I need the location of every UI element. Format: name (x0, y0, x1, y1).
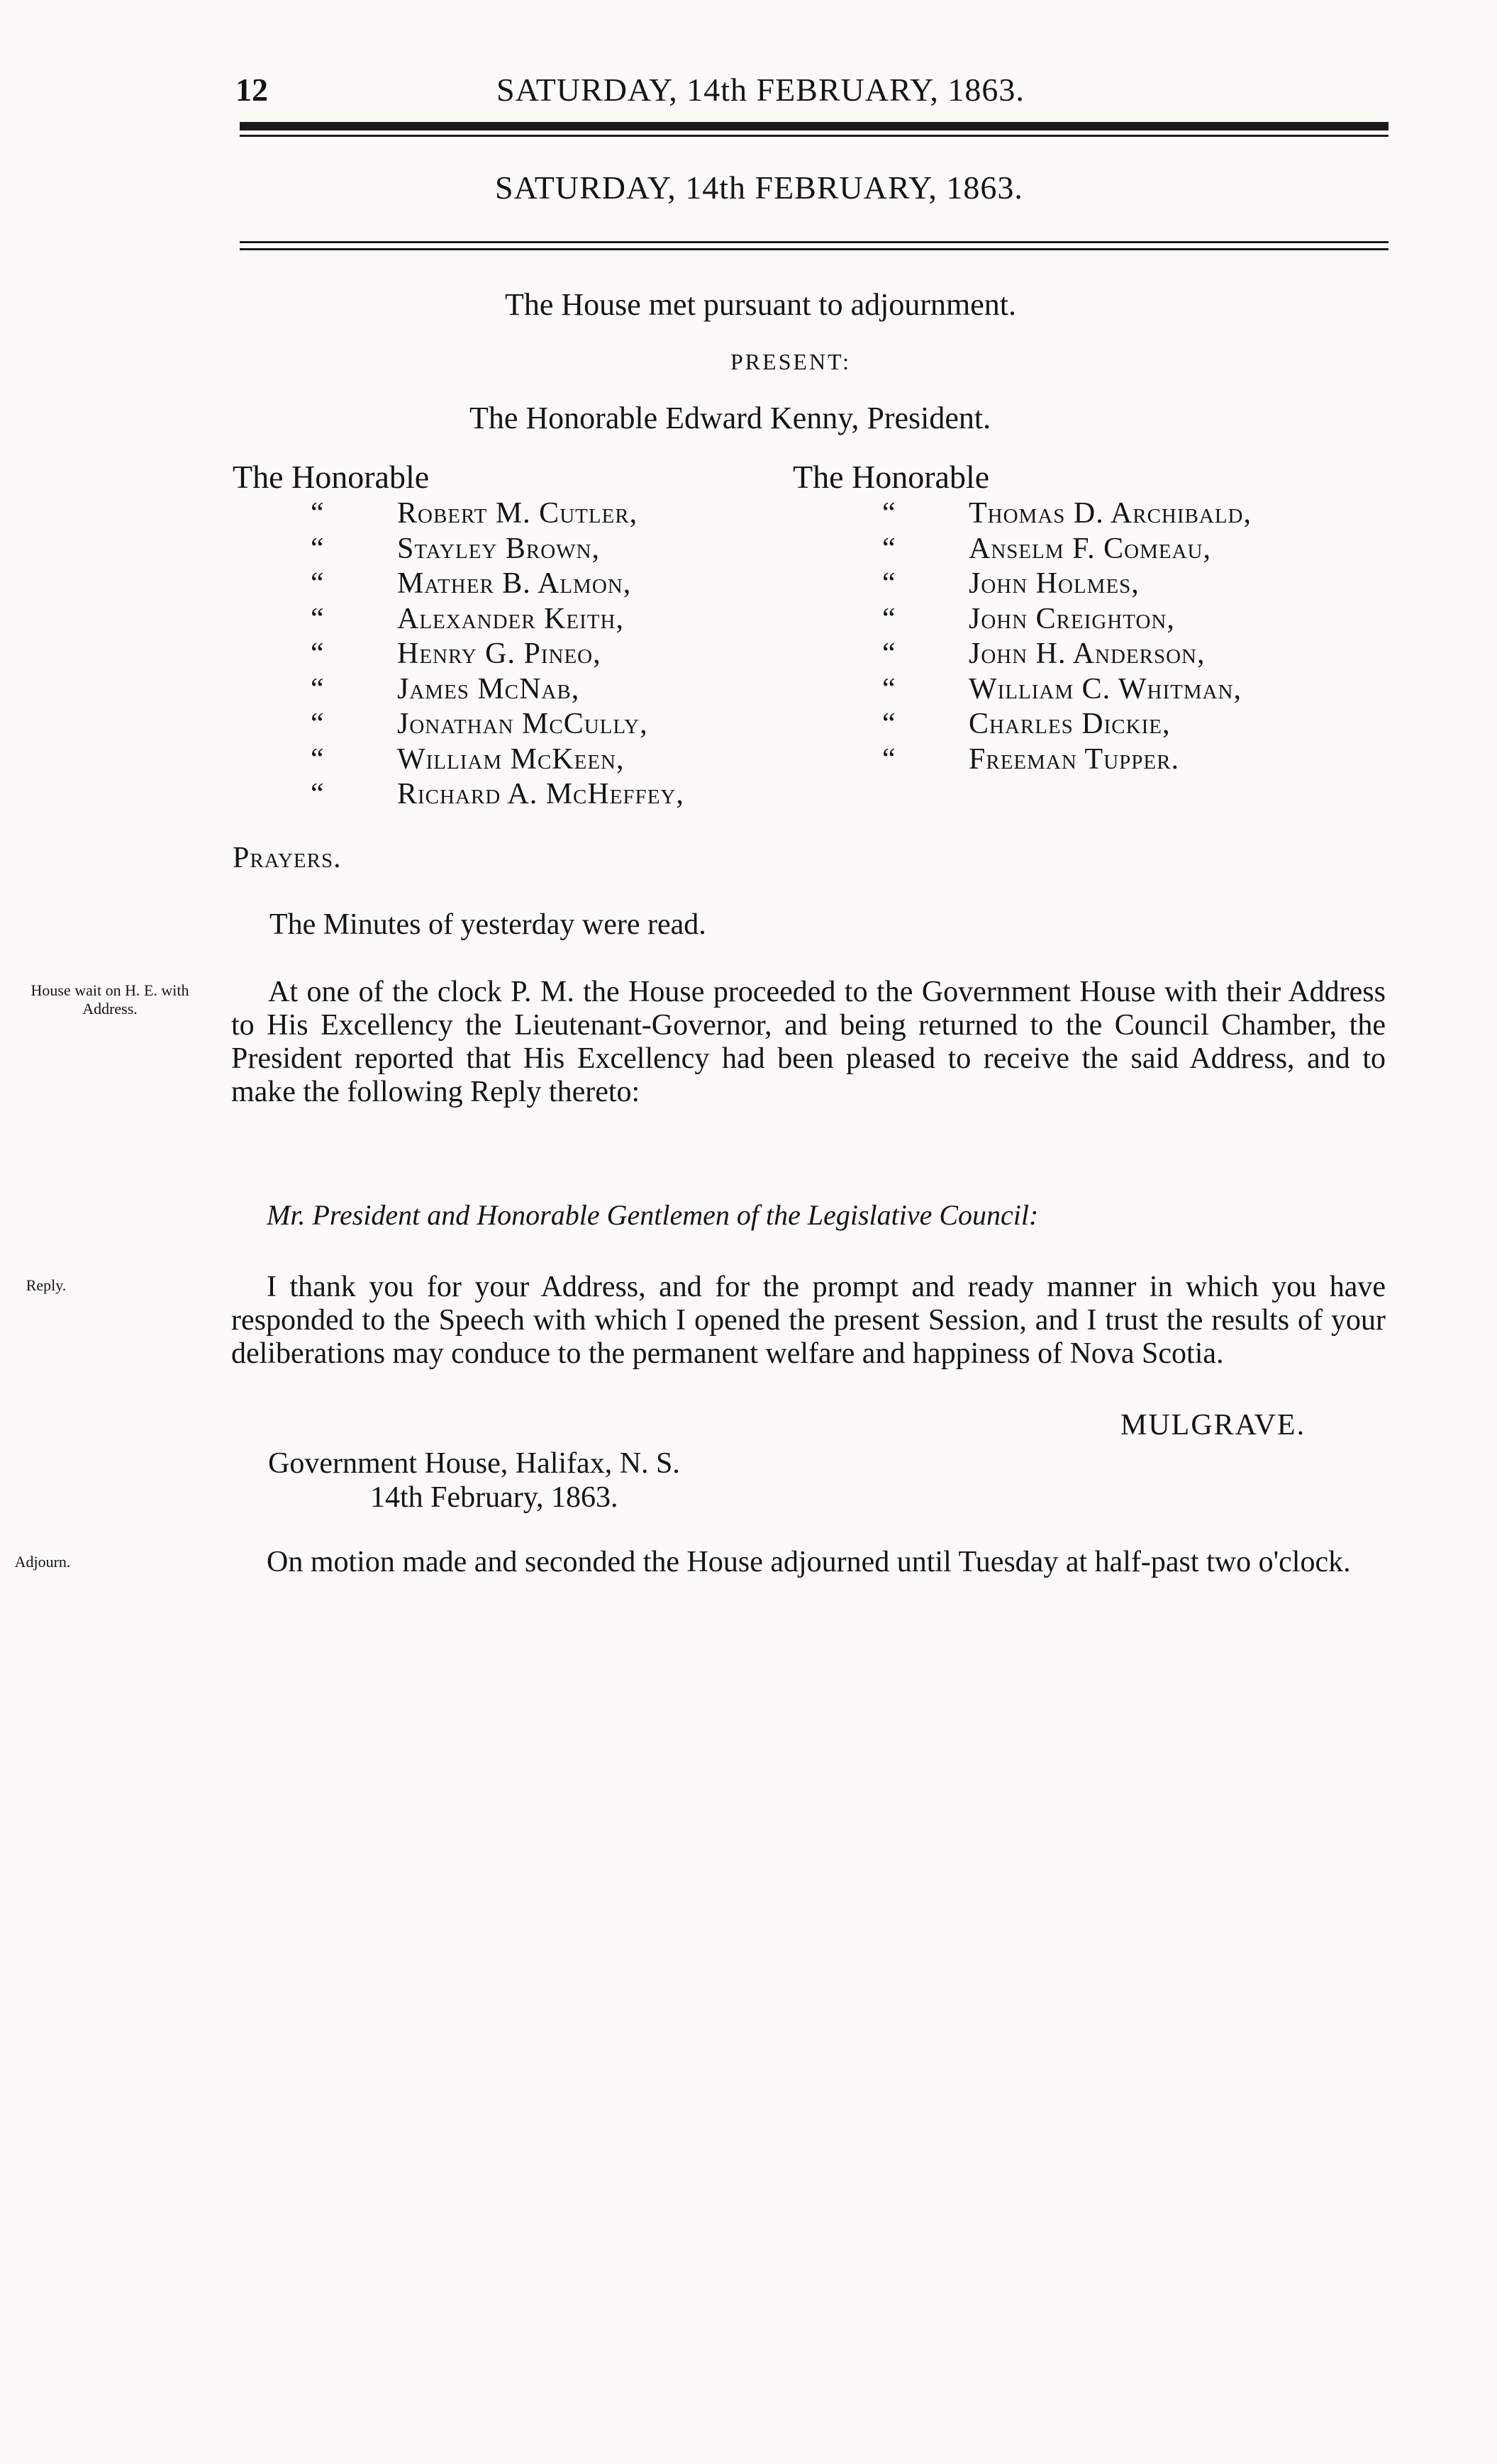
member-name (882, 567, 1252, 602)
member-name-text: Mather B. Almon, (397, 567, 632, 600)
ditto-mark: “ (882, 637, 896, 670)
ditto-mark: “ (882, 708, 896, 740)
ditto-mark: “ (882, 532, 896, 565)
member-name-text: Jonathan McCully, (397, 708, 648, 740)
right-column-heading: The Honorable (793, 459, 990, 495)
prayers-heading: Prayers. (233, 842, 342, 874)
member-name-text: Thomas D. Archibald, (969, 497, 1252, 530)
member-name (882, 602, 1252, 637)
president-line (469, 400, 991, 436)
running-header: SATURDAY, 14th FEBRUARY, 1863. (496, 72, 1025, 108)
member-name-text: Alexander Keith, (397, 602, 624, 635)
left-members-list (311, 496, 684, 813)
reply-place: Government House, Halifax, N. S. (268, 1447, 680, 1480)
header-rule-thick (240, 122, 1389, 130)
member-name-text: John Holmes, (969, 567, 1140, 600)
member-name-text: Anselm F. Comeau, (969, 532, 1211, 565)
member-name-text: Charles Dickie, (969, 708, 1171, 740)
ditto-mark: “ (311, 497, 325, 530)
member-name (311, 777, 684, 813)
member-name-text: William C. Whitman, (969, 672, 1242, 706)
ditto-mark: “ (311, 672, 325, 706)
member-name (882, 672, 1252, 708)
member-name (311, 567, 684, 602)
ditto-mark: “ (882, 602, 896, 635)
member-name (882, 532, 1252, 567)
opening-line: The House met pursuant to adjournment. (505, 287, 1016, 322)
ditto-mark: “ (311, 637, 325, 670)
present-label: PRESENT: (730, 349, 851, 374)
ditto-mark: “ (882, 497, 896, 530)
right-members-list (882, 496, 1252, 777)
date-rule-bottom (240, 248, 1389, 250)
member-name-text: Richard A. McHeffey, (397, 778, 684, 810)
member-name-text: William McKeen, (397, 742, 625, 776)
member-name (882, 637, 1252, 672)
margin-note-adjourn: Adjourn. (14, 1553, 71, 1571)
member-name (882, 496, 1252, 532)
header-rule-thin (240, 135, 1389, 137)
reply-salutation: Mr. President and Honorable Gentlemen of the Legislative Council: (267, 1199, 1039, 1231)
ditto-mark: “ (311, 602, 325, 635)
margin-note-reply: Reply. (26, 1276, 67, 1294)
ditto-mark: “ (311, 778, 325, 810)
page-number: 12 (235, 72, 268, 108)
member-name (311, 532, 684, 567)
member-name (311, 496, 684, 532)
reply-date: 14th February, 1863. (370, 1481, 618, 1514)
date-rule-top (240, 241, 1389, 243)
member-name-text: James McNab, (397, 672, 580, 706)
ditto-mark: “ (311, 708, 325, 740)
ditto-mark: “ (882, 742, 896, 776)
member-name-text: John H. Anderson, (969, 637, 1206, 670)
member-name (311, 602, 684, 637)
member-name-text: Freeman Tupper. (969, 742, 1179, 776)
member-name (311, 742, 684, 778)
member-name (882, 707, 1252, 742)
member-name-text: Stayley Brown, (397, 532, 600, 565)
member-name (311, 637, 684, 672)
ditto-mark: “ (882, 672, 896, 706)
ditto-mark: “ (311, 532, 325, 565)
session-date-heading: SATURDAY, 14th FEBRUARY, 1863. (495, 169, 1023, 206)
ditto-mark: “ (311, 742, 325, 776)
member-name-text: Henry G. Pineo, (397, 637, 601, 670)
member-name (311, 672, 684, 708)
member-name-text: Robert M. Cutler, (397, 497, 638, 530)
margin-note-address: House wait on H. E. with Address. (30, 981, 189, 1018)
signature: MULGRAVE. (1120, 1409, 1306, 1442)
member-name (882, 742, 1252, 778)
adjourn-paragraph: On motion made and seconded the House adjourned until Tuesday at half-past two o'clock. (267, 1546, 1351, 1578)
left-column-heading: The Honorable (233, 459, 430, 495)
ditto-mark: “ (882, 567, 896, 600)
member-name-text: John Creighton, (969, 602, 1175, 635)
minutes-line: The Minutes of yesterday were read. (269, 908, 706, 941)
member-name (311, 707, 684, 742)
president-text: The Honorable Edward Kenny, President. (469, 401, 991, 435)
address-paragraph: At one of the clock P. M. the House proceeded to the Government House with their Address to His Excellency the Lieutenant-Governor, and being returned to the Council Chamber, the President reported that His Excellency had been pleased to receive the said Address, and to make the following Reply thereto: (231, 976, 1386, 1108)
ditto-mark: “ (311, 567, 325, 600)
reply-paragraph: I thank you for your Address, and for the prompt and ready manner in which you have responded to the Speech with which I opened the present Session, and I trust the results of your deliberations may conduce to the permanent welfare and happiness of Nova Scotia. (231, 1271, 1386, 1370)
